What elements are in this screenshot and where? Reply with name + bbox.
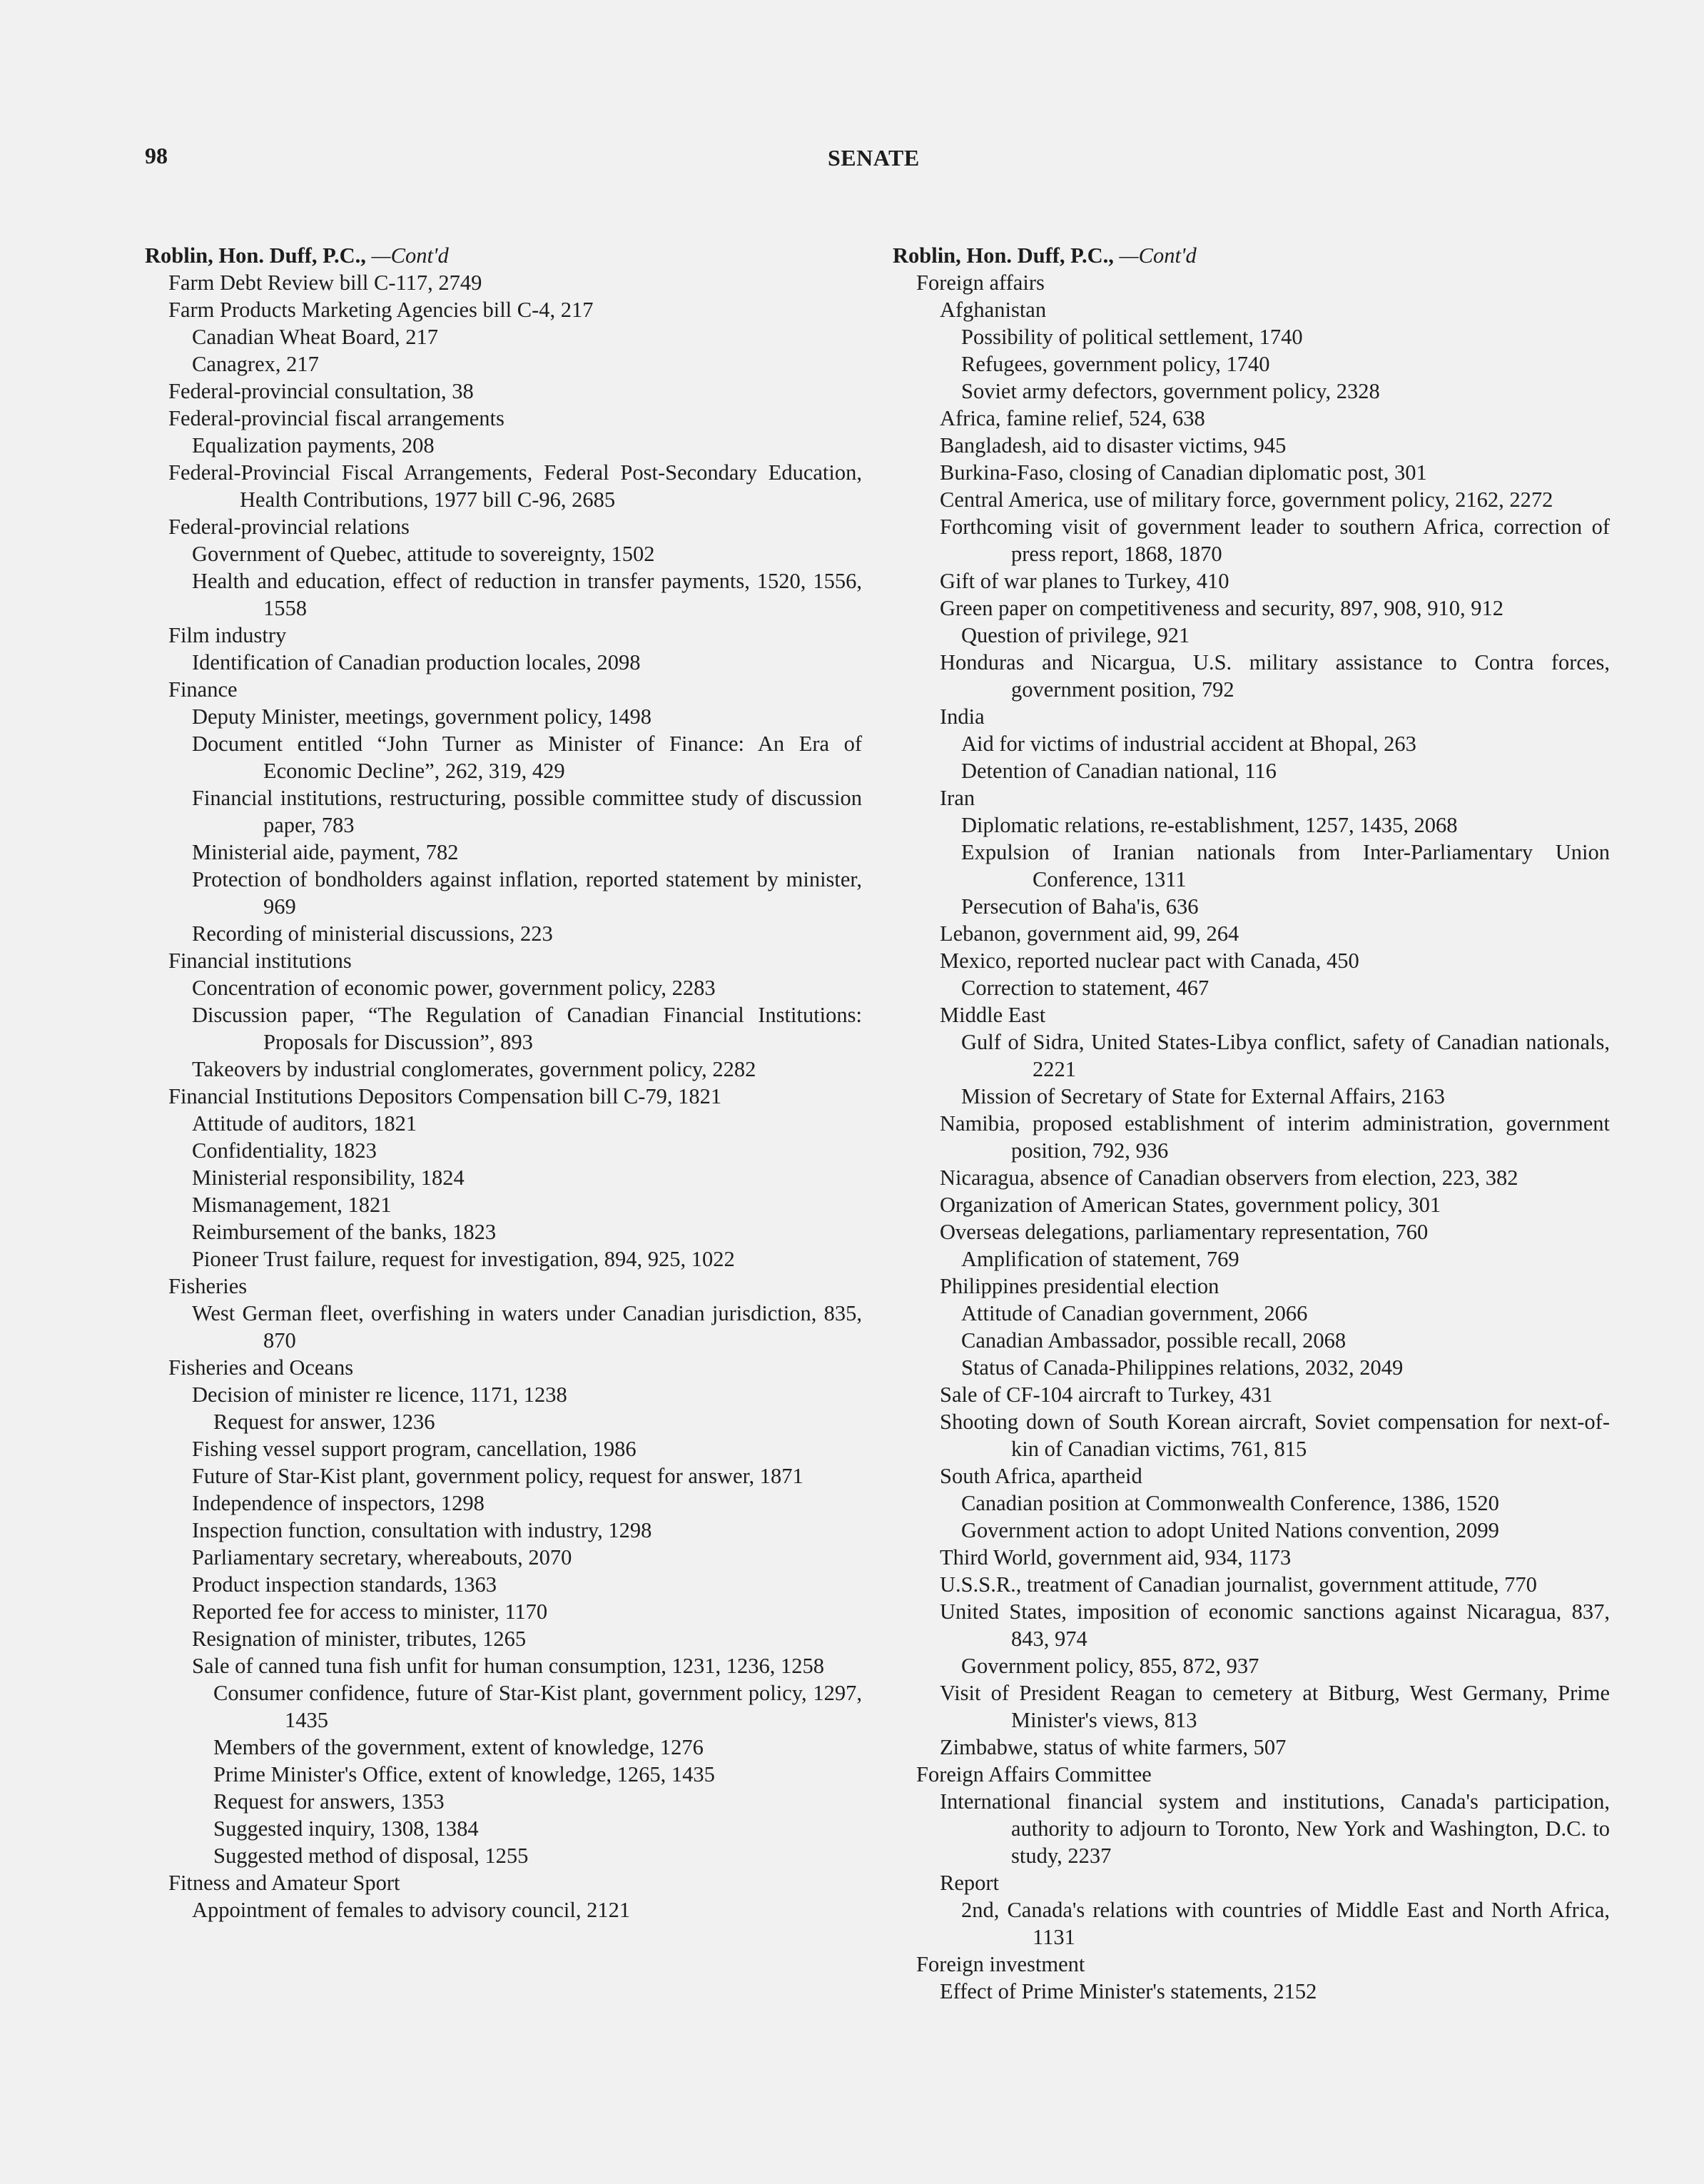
entry-text: Detention of Canadian national, 116 [961, 759, 1277, 783]
index-entry [893, 649, 1610, 703]
index-entry [145, 622, 862, 649]
index-entry [145, 1218, 862, 1245]
page-number: 98 [145, 143, 168, 168]
index-entry [145, 947, 862, 974]
index-entry [893, 486, 1610, 513]
index-entry [893, 1245, 1610, 1273]
entry-text: Bangladesh, aid to disaster victims, 945 [940, 433, 1287, 457]
index-entry [145, 649, 862, 676]
index-entry [893, 1734, 1610, 1761]
entry-text: Expulsion of Iranian nationals from Inter-Parliamentary Union Conference, 1311 [961, 840, 1610, 891]
index-entry [893, 595, 1610, 622]
index-entry [145, 1083, 862, 1110]
entry-text: Government policy, 855, 872, 937 [961, 1654, 1259, 1678]
index-entry [893, 920, 1610, 947]
index-entry [145, 323, 862, 350]
entry-text: Appointment of females to advisory council, 2121 [192, 1898, 631, 1922]
entry-text: Roblin, Hon. Duff, P.C., [893, 243, 1120, 268]
entry-text: Deputy Minister, meetings, government policy, 1498 [192, 704, 651, 729]
entry-text: Future of Star-Kist plant, government policy, request for answer, 1871 [192, 1464, 803, 1488]
index-entry [145, 1598, 862, 1625]
index-entry [145, 405, 862, 432]
index-entry [893, 1978, 1610, 2005]
entry-text: Afghanistan [940, 298, 1047, 322]
index-entry [893, 269, 1610, 296]
entry-text: Mission of Secretary of State for External Affairs, 2163 [961, 1084, 1445, 1108]
index-entry [145, 1245, 862, 1273]
entry-text: Gift of war planes to Turkey, 410 [940, 569, 1229, 593]
entry-text: Reimbursement of the banks, 1823 [192, 1220, 497, 1244]
index-entry [893, 1110, 1610, 1164]
index-entry [893, 1327, 1610, 1354]
index-entry [145, 459, 862, 513]
index-entry [145, 1354, 862, 1381]
index-entry [145, 974, 862, 1001]
entry-text: Decision of minister re licence, 1171, 1238 [192, 1382, 567, 1407]
index-entry [893, 1571, 1610, 1598]
entry-text: Mismanagement, 1821 [192, 1193, 392, 1217]
index-entry [893, 378, 1610, 405]
index-entry [145, 1625, 862, 1652]
entry-text: United States, imposition of economic sanctions against Nicaragua, 837, 843, 974 [940, 1599, 1610, 1651]
index-entry [145, 1517, 862, 1544]
index-entry [893, 405, 1610, 432]
entry-text: Soviet army defectors, government policy, 2328 [961, 379, 1380, 403]
entry-text: Refugees, government policy, 1740 [961, 352, 1270, 376]
continued-marker: —Cont'd [1119, 243, 1197, 268]
index-entry [893, 1462, 1610, 1490]
entry-text: Prime Minister's Office, extent of knowledge, 1265, 1435 [213, 1762, 715, 1786]
entry-text: Federal-Provincial Fiscal Arrangements, Federal Post-Secondary Education, Health Contributions, 1977 bill C-96, 2685 [168, 460, 862, 512]
entry-text: Protection of bondholders against inflation, reported statement by minister, 969 [192, 867, 862, 919]
index-column-left [145, 242, 862, 1923]
entry-text: Status of Canada-Philippines relations, 2032, 2049 [961, 1355, 1404, 1380]
entry-text: Foreign Affairs Committee [916, 1762, 1152, 1786]
index-entry [145, 784, 862, 839]
index-entry [145, 1815, 862, 1842]
entry-text: Foreign affairs [916, 271, 1045, 295]
entry-text: Attitude of Canadian government, 2066 [961, 1301, 1308, 1325]
entry-text: Farm Debt Review bill C-117, 2749 [168, 271, 482, 295]
index-entry [145, 1679, 862, 1734]
index-entry [893, 974, 1610, 1001]
entry-text: Honduras and Nicargua, U.S. military assistance to Contra forces, government position, 792 [940, 650, 1610, 702]
entry-text: Canadian Ambassador, possible recall, 2068 [961, 1328, 1347, 1353]
entry-text: Aid for victims of industrial accident at Bhopal, 263 [961, 732, 1416, 756]
index-entry [893, 1354, 1610, 1381]
index-entry [893, 1028, 1610, 1083]
entry-text: Green paper on competitiveness and security, 897, 908, 910, 912 [940, 596, 1503, 620]
entry-text: Visit of President Reagan to cemetery at Bitburg, West Germany, Prime Minister's views, 813 [940, 1681, 1610, 1732]
entry-text: Parliamentary secretary, whereabouts, 2070 [192, 1545, 572, 1569]
entry-text: Correction to statement, 467 [961, 976, 1209, 1000]
index-entry [893, 1083, 1610, 1110]
entry-text: Sale of CF-104 aircraft to Turkey, 431 [940, 1382, 1273, 1407]
entry-text: Farm Products Marketing Agencies bill C-4, 217 [168, 298, 594, 322]
index-entry [145, 567, 862, 622]
entry-text: Foreign investment [916, 1952, 1085, 1976]
entry-text: Canadian Wheat Board, 217 [192, 325, 439, 349]
index-entry [893, 1544, 1610, 1571]
index-entry [893, 323, 1610, 350]
entry-text: Health and education, effect of reduction in transfer payments, 1520, 1556, 1558 [192, 569, 862, 620]
index-entry [145, 1652, 862, 1679]
index-entry [893, 1896, 1610, 1951]
index-entry [145, 1300, 862, 1354]
index-entry [145, 1761, 862, 1788]
index-entry [893, 513, 1610, 567]
entry-text: Africa, famine relief, 524, 638 [940, 406, 1205, 430]
index-entry [145, 269, 862, 296]
entry-text: 2nd, Canada's relations with countries of Middle East and North Africa, 1131 [961, 1898, 1610, 1949]
entry-text: Fitness and Amateur Sport [168, 1871, 400, 1895]
index-entry [145, 1110, 862, 1137]
entry-text: Gulf of Sidra, United States-Libya conflict, safety of Canadian nationals, 2221 [961, 1030, 1610, 1081]
entry-text: Discussion paper, “The Regulation of Canadian Financial Institutions: Proposals for Discussion”, 893 [192, 1003, 862, 1054]
index-entry [145, 839, 862, 866]
entry-text: Suggested method of disposal, 1255 [213, 1844, 529, 1868]
index-entry [145, 1571, 862, 1598]
index-entry [893, 1652, 1610, 1679]
entry-text: Shooting down of South Korean aircraft, Soviet compensation for next-of-kin of Canadian victims, 761, 815 [940, 1410, 1610, 1461]
index-entry [145, 1788, 862, 1815]
entry-text: Concentration of economic power, government policy, 2283 [192, 976, 716, 1000]
entry-text: Equalization payments, 208 [192, 433, 435, 457]
entry-text: Ministerial aide, payment, 782 [192, 840, 459, 864]
entry-text: South Africa, apartheid [940, 1464, 1142, 1488]
index-entry [893, 1300, 1610, 1327]
entry-text: Federal-provincial fiscal arrangements [168, 406, 504, 430]
entry-text: Middle East [940, 1003, 1046, 1027]
index-entry [145, 1001, 862, 1056]
entry-text: Canagrex, 217 [192, 352, 319, 376]
entry-text: Takeovers by industrial conglomerates, government policy, 2282 [192, 1057, 756, 1081]
entry-text: Government of Quebec, attitude to sovereignty, 1502 [192, 542, 655, 566]
index-entry [145, 1408, 862, 1435]
index-entry [893, 1788, 1610, 1869]
entry-text: Burkina-Faso, closing of Canadian diplomatic post, 301 [940, 460, 1427, 485]
index-entry [893, 1408, 1610, 1462]
index-entry [145, 432, 862, 459]
index-entry [893, 459, 1610, 486]
entry-text: Financial Institutions Depositors Compensation bill C-79, 1821 [168, 1084, 722, 1108]
index-entry [893, 1869, 1610, 1896]
index-entry [893, 1001, 1610, 1028]
entry-text: Request for answers, 1353 [213, 1789, 445, 1814]
continued-marker: —Cont'd [371, 243, 449, 268]
entry-text: Finance [168, 677, 238, 702]
index-entry [893, 1381, 1610, 1408]
index-entry [145, 676, 862, 703]
entry-text: Canadian position at Commonwealth Conference, 1386, 1520 [961, 1491, 1499, 1515]
entry-text: Pioneer Trust failure, request for investigation, 894, 925, 1022 [192, 1247, 735, 1271]
entry-text: Iran [940, 786, 975, 810]
index-entry [893, 296, 1610, 323]
entry-text: Resignation of minister, tributes, 1265 [192, 1627, 527, 1651]
index-entry [145, 1191, 862, 1218]
index-entry [145, 1490, 862, 1517]
index-entry [145, 350, 862, 378]
index-entry [893, 893, 1610, 920]
entry-text: Fisheries and Oceans [168, 1355, 354, 1380]
index-entry [893, 1273, 1610, 1300]
index-entry [145, 703, 862, 730]
entry-text: Independence of inspectors, 1298 [192, 1491, 485, 1515]
entry-text: Organization of American States, government policy, 301 [940, 1193, 1441, 1217]
running-head: SENATE [828, 145, 920, 171]
index-entry [145, 1734, 862, 1761]
index-entry [145, 1544, 862, 1571]
index-entry [145, 1381, 862, 1408]
index-entry [145, 513, 862, 540]
index-entry [893, 567, 1610, 595]
index-entry [893, 1679, 1610, 1734]
entry-text: Zimbabwe, status of white farmers, 507 [940, 1735, 1287, 1759]
entry-text: Inspection function, consultation with industry, 1298 [192, 1518, 652, 1542]
entry-text: Reported fee for access to minister, 1170 [192, 1599, 548, 1624]
entry-text: West German fleet, overfishing in waters under Canadian jurisdiction, 835, 870 [192, 1301, 862, 1353]
entry-text: Sale of canned tuna fish unfit for human consumption, 1231, 1236, 1258 [192, 1654, 825, 1678]
index-entry [893, 947, 1610, 974]
entry-text: Fishing vessel support program, cancellation, 1986 [192, 1437, 637, 1461]
entry-text: Forthcoming visit of government leader to southern Africa, correction of press report, 1868, 1870 [940, 515, 1610, 566]
index-entry [145, 1273, 862, 1300]
index-entry [893, 703, 1610, 730]
entry-text: Financial institutions, restructuring, possible committee study of discussion paper, 783 [192, 786, 862, 837]
entry-text: Possibility of political settlement, 1740 [961, 325, 1303, 349]
index-entry [893, 1761, 1610, 1788]
entry-text: Third World, government aid, 934, 1173 [940, 1545, 1292, 1569]
index-entry [145, 1137, 862, 1164]
entry-text: Recording of ministerial discussions, 223 [192, 921, 553, 946]
entry-text: Attitude of auditors, 1821 [192, 1111, 417, 1136]
entry-text: Namibia, proposed establishment of interim administration, government position, 792, 936 [940, 1111, 1610, 1163]
entry-text: Product inspection standards, 1363 [192, 1572, 497, 1597]
index-entry [893, 350, 1610, 378]
index-entry [893, 1191, 1610, 1218]
entry-text: Report [940, 1871, 1000, 1895]
index-entry [145, 730, 862, 784]
entry-text: Identification of Canadian production locales, 2098 [192, 650, 641, 674]
index-entry [893, 784, 1610, 812]
entry-text: Mexico, reported nuclear pact with Canada, 450 [940, 949, 1359, 973]
index-entry [893, 730, 1610, 757]
index-heading [145, 242, 862, 269]
entry-text: Effect of Prime Minister's statements, 2152 [940, 1979, 1317, 2003]
entry-text: Philippines presidential election [940, 1274, 1219, 1298]
index-entry [893, 757, 1610, 784]
entry-text: Consumer confidence, future of Star-Kist plant, government policy, 1297, 1435 [213, 1681, 862, 1732]
entry-text: Federal-provincial consultation, 38 [168, 379, 474, 403]
entry-text: India [940, 704, 985, 729]
entry-text: Confidentiality, 1823 [192, 1138, 377, 1163]
index-entry [145, 1056, 862, 1083]
index-entry [893, 1598, 1610, 1652]
index-entry [145, 378, 862, 405]
entry-text: Lebanon, government aid, 99, 264 [940, 921, 1239, 946]
index-entry [893, 622, 1610, 649]
entry-text: Request for answer, 1236 [213, 1410, 435, 1434]
index-entry [145, 1435, 862, 1462]
entry-text: Central America, use of military force, government policy, 2162, 2272 [940, 487, 1553, 512]
entry-text: Government action to adopt United Nations convention, 2099 [961, 1518, 1499, 1542]
entry-text: Question of privilege, 921 [961, 623, 1190, 647]
entry-text: Film industry [168, 623, 287, 647]
index-entry [145, 1462, 862, 1490]
entry-text: Document entitled “John Turner as Minister of Finance: An Era of Economic Decline”, 262, 319, 429 [192, 732, 862, 783]
index-entry [145, 866, 862, 920]
entry-text: Federal-provincial relations [168, 515, 410, 539]
index-entry [145, 1164, 862, 1191]
index-column-right [893, 242, 1610, 2005]
entry-text: Suggested inquiry, 1308, 1384 [213, 1816, 479, 1841]
entry-text: Amplification of statement, 769 [961, 1247, 1239, 1271]
entry-text: U.S.S.R., treatment of Canadian journalist, government attitude, 770 [940, 1572, 1537, 1597]
index-entry [893, 812, 1610, 839]
entry-text: Members of the government, extent of knowledge, 1276 [213, 1735, 704, 1759]
entry-text: Persecution of Baha'is, 636 [961, 894, 1199, 919]
entry-text: International financial system and institutions, Canada's participation, authority to adjourn to Toronto, New York and Washington, D.C. to study, 2237 [940, 1789, 1610, 1868]
index-heading [893, 242, 1610, 269]
entry-text: Fisheries [168, 1274, 248, 1298]
index-entry [893, 1517, 1610, 1544]
index-entry [145, 1842, 862, 1869]
index-entry [893, 1951, 1610, 1978]
entry-text: Nicaragua, absence of Canadian observers from election, 223, 382 [940, 1166, 1518, 1190]
entry-text: Diplomatic relations, re-establishment, 1257, 1435, 2068 [961, 813, 1458, 837]
entry-text: Roblin, Hon. Duff, P.C., [145, 243, 372, 268]
index-entry [893, 1490, 1610, 1517]
index-entry [145, 540, 862, 567]
index-entry [893, 1164, 1610, 1191]
entry-text: Overseas delegations, parliamentary representation, 760 [940, 1220, 1429, 1244]
index-entry [893, 839, 1610, 893]
index-entry [145, 1869, 862, 1896]
index-entry [145, 920, 862, 947]
entry-text: Financial institutions [168, 949, 352, 973]
index-entry [893, 1218, 1610, 1245]
entry-text: Ministerial responsibility, 1824 [192, 1166, 465, 1190]
index-entry [145, 1896, 862, 1923]
index-entry [893, 432, 1610, 459]
index-entry [145, 296, 862, 323]
